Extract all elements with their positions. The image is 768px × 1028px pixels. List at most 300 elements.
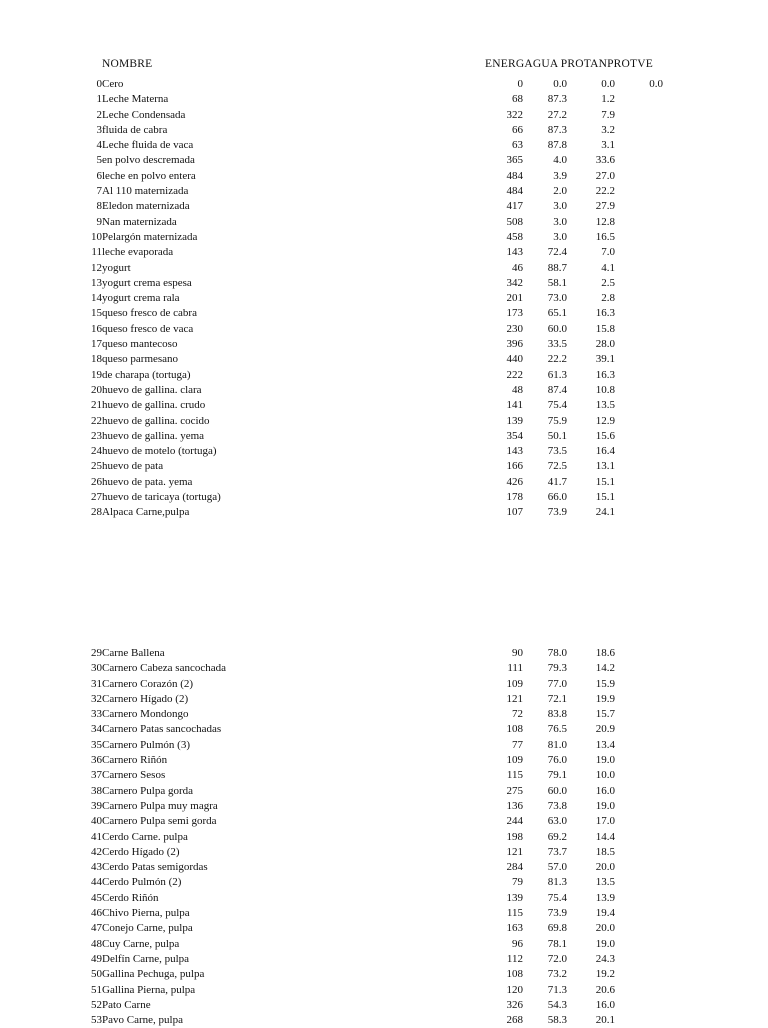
food-name: huevo de taricaya (tortuga) [102,491,221,504]
water-value: 83.8 [547,708,567,721]
row-number: 4 [96,139,102,152]
row-number: 14 [91,292,102,305]
protein-animal-value: 16.0 [595,784,615,797]
table-row [0,490,768,505]
water-value: 87.3 [547,123,567,136]
protein-animal-value: 16.3 [595,307,615,320]
protein-animal-value: 19.4 [595,907,615,920]
table-row [0,92,768,107]
energy-value: 115 [506,907,523,920]
table-row [0,875,768,890]
table-row [0,505,768,520]
table-row [0,306,768,321]
energy-value: 201 [506,292,523,305]
table-row [0,967,768,982]
protein-animal-value: 15.1 [595,475,615,488]
protein-animal-value: 19.2 [595,968,615,981]
row-number: 2 [96,108,102,121]
row-number: 23 [91,429,102,442]
water-value: 73.8 [547,799,567,812]
food-name: de charapa (tortuga) [102,368,191,381]
protein-animal-value: 2.8 [601,292,615,305]
water-value: 58.1 [547,276,567,289]
energy-value: 178 [506,491,523,504]
table-row [0,429,768,444]
table-row [0,814,768,829]
food-name: Delfín Carne, pulpa [102,952,190,965]
table-row [0,215,768,230]
protein-animal-value: 19.0 [595,799,615,812]
food-name: Pavo Carne, pulpa [102,1014,183,1027]
water-value: 72.1 [547,692,567,705]
water-value: 73.9 [547,907,567,920]
energy-value: 484 [506,185,523,198]
energy-value: 458 [506,230,523,243]
energy-value: 342 [506,276,523,289]
water-value: 73.5 [547,445,567,458]
food-name: Carnero Cabeza sancochada [102,662,226,675]
food-name: Carnero Pulpa gorda [102,784,194,797]
water-value: 75.4 [547,891,567,904]
water-value: 81.3 [547,876,567,889]
food-name: huevo de gallina. clara [102,383,202,396]
table-row [0,860,768,875]
protein-animal-value: 22.2 [595,185,615,198]
food-name: Cerdo Pulmón (2) [102,876,182,889]
food-name: Cerdo Patas semigordas [102,861,208,874]
table-row [0,108,768,123]
energy-value: 108 [506,968,523,981]
table-row [0,245,768,260]
water-value: 73.9 [547,506,567,519]
row-number: 18 [91,353,102,366]
row-number: 8 [96,200,102,213]
row-number: 26 [91,475,102,488]
row-number: 31 [91,677,102,690]
table-row [0,123,768,138]
row-number: 53 [91,1014,102,1027]
table-row [0,753,768,768]
water-value: 22.2 [547,353,567,366]
water-value: 61.3 [547,368,567,381]
water-value: 77.0 [547,677,567,690]
row-number: 24 [91,445,102,458]
water-value: 72.0 [547,952,567,965]
row-number: 28 [91,506,102,519]
row-number: 42 [91,845,102,858]
water-value: 50.1 [547,429,567,442]
water-value: 78.1 [547,937,567,950]
water-value: 3.0 [553,215,567,228]
table-row [0,322,768,337]
row-number: 20 [91,383,102,396]
food-name: Carnero Pulpa muy magra [102,799,218,812]
energy-value: 268 [506,1014,523,1027]
food-name: Carnero Riñón [102,754,168,767]
table-row [0,398,768,413]
protein-animal-value: 14.2 [595,662,615,675]
row-number: 45 [91,891,102,904]
row-number: 50 [91,968,102,981]
table-row [0,722,768,737]
energy-value: 426 [506,475,523,488]
food-name: Leche fluida de vaca [102,139,194,152]
row-number: 9 [96,215,102,228]
water-value: 81.0 [547,738,567,751]
protein-animal-value: 12.9 [595,414,615,427]
food-name: queso fresco de cabra [102,307,197,320]
energy-value: 111 [507,662,523,675]
protein-animal-value: 24.1 [595,506,615,519]
energy-value: 173 [506,307,523,320]
row-number: 10 [91,230,102,243]
row-number: 49 [91,952,102,965]
table-row [0,921,768,936]
table-row [0,184,768,199]
table-row [0,459,768,474]
energy-value: 365 [506,154,523,167]
row-number: 6 [96,169,102,182]
protein-animal-value: 33.6 [595,154,615,167]
energy-value: 121 [506,845,523,858]
protein-animal-value: 10.8 [595,383,615,396]
row-number: 16 [91,322,102,335]
protein-animal-value: 20.9 [595,723,615,736]
water-value: 88.7 [547,261,567,274]
food-name: huevo de pata [102,460,164,473]
energy-value: 139 [506,414,523,427]
table-row [0,692,768,707]
protein-animal-value: 19.0 [595,754,615,767]
water-value: 79.1 [547,769,567,782]
energy-value: 107 [506,506,523,519]
protein-animal-value: 7.0 [601,246,615,259]
energy-value: 166 [506,460,523,473]
food-name: Carnero Pulmón (3) [102,738,190,751]
row-number: 35 [91,738,102,751]
protein-animal-value: 13.9 [595,891,615,904]
energy-value: 508 [506,215,523,228]
protein-animal-value: 3.1 [601,139,615,152]
protein-animal-value: 27.0 [595,169,615,182]
energy-value: 139 [506,891,523,904]
table-row [0,784,768,799]
energy-value: 163 [506,922,523,935]
energy-value: 230 [506,322,523,335]
food-name: Carnero Mondongo [102,708,189,721]
table-row [0,414,768,429]
energy-value: 66 [512,123,523,136]
row-number: 46 [91,907,102,920]
energy-value: 72 [512,708,523,721]
protein-animal-value: 20.1 [595,1014,615,1027]
protein-animal-value: 16.3 [595,368,615,381]
energy-value: 354 [506,429,523,442]
food-name: Nan maternizada [102,215,177,228]
table-row [0,1013,768,1028]
food-name: huevo de gallina. cocido [102,414,210,427]
row-number: 19 [91,368,102,381]
row-number: 29 [91,647,102,659]
food-name: leche en polvo entera [102,169,196,182]
energy-value: 79 [512,876,523,889]
protein-animal-value: 2.5 [601,276,615,289]
energy-value: 141 [506,399,523,412]
energy-value: 109 [506,754,523,767]
food-name: Pato Carne [102,998,151,1011]
energy-value: 90 [512,647,523,659]
protein-animal-value: 19.0 [595,937,615,950]
water-value: 3.0 [553,230,567,243]
food-name: queso parmesano [102,353,179,366]
water-value: 73.7 [547,845,567,858]
water-value: 3.0 [553,200,567,213]
protein-animal-value: 15.8 [595,322,615,335]
protein-animal-value: 13.5 [595,876,615,889]
protein-animal-value: 12.8 [595,215,615,228]
row-number: 13 [91,276,102,289]
food-name: en polvo descremada [102,154,195,167]
protein-animal-value: 13.5 [595,399,615,412]
food-name: queso fresco de vaca [102,322,194,335]
water-value: 66.0 [547,491,567,504]
table-row [0,738,768,753]
row-number: 33 [91,708,102,721]
table-row [0,261,768,276]
protein-animal-value: 13.1 [595,460,615,473]
protein-animal-value: 17.0 [595,815,615,828]
energy-value: 275 [506,784,523,797]
energy-value: 326 [506,998,523,1011]
header-columns: ENERGAGUA PROTANPROTVE [485,58,653,70]
energy-value: 63 [512,139,523,152]
row-number: 34 [91,723,102,736]
water-value: 73.0 [547,292,567,305]
table-row [0,230,768,245]
protein-animal-value: 13.4 [595,738,615,751]
water-value: 76.5 [547,723,567,736]
protein-animal-value: 3.2 [601,123,615,136]
table-row [0,291,768,306]
energy-value: 396 [506,338,523,351]
protein-animal-value: 16.4 [595,445,615,458]
energy-value: 417 [506,200,523,213]
food-name: Cero [102,78,124,90]
row-number: 47 [91,922,102,935]
water-value: 75.4 [547,399,567,412]
protein-animal-value: 16.0 [595,998,615,1011]
energy-value: 112 [506,952,523,965]
row-number: 32 [91,692,102,705]
protein-animal-value: 20.0 [595,861,615,874]
food-name: Conejo Carne, pulpa [102,922,193,935]
food-name: huevo de gallina. crudo [102,399,206,412]
row-number: 15 [91,307,102,320]
water-value: 75.9 [547,414,567,427]
protein-animal-value: 16.5 [595,230,615,243]
water-value: 87.8 [547,139,567,152]
water-value: 72.5 [547,460,567,473]
food-name: Carnero Sesos [102,769,166,782]
water-value: 65.1 [547,307,567,320]
water-value: 76.0 [547,754,567,767]
protein-animal-value: 27.9 [595,200,615,213]
food-name: Pelargón maternizada [102,230,198,243]
energy-value: 284 [506,861,523,874]
row-number: 30 [91,662,102,675]
table-row [0,77,768,92]
water-value: 27.2 [547,108,567,121]
water-value: 63.0 [547,815,567,828]
energy-value: 46 [512,261,523,274]
table-row [0,352,768,367]
row-number: 25 [91,460,102,473]
food-name: huevo de pata. yema [102,475,193,488]
protein-animal-value: 28.0 [595,338,615,351]
food-name: Carnero Corazón (2) [102,677,194,690]
water-value: 3.9 [553,169,567,182]
food-name: Chivo Pierna, pulpa [102,907,190,920]
food-name: huevo de motelo (tortuga) [102,445,217,458]
protein-animal-value: 1.2 [601,93,615,106]
food-name: Cuy Carne, pulpa [102,937,180,950]
food-name: huevo de gallina. yema [102,429,205,442]
water-value: 73.2 [547,968,567,981]
food-name: leche evaporada [102,246,174,259]
energy-value: 96 [512,937,523,950]
header-nombre: NOMBRE [102,58,153,70]
water-value: 69.8 [547,922,567,935]
energy-value: 136 [506,799,523,812]
water-value: 72.4 [547,246,567,259]
energy-value: 108 [506,723,523,736]
table-row [0,906,768,921]
table-row [0,661,768,676]
food-table-block-1 [0,77,768,521]
water-value: 0.0 [553,78,567,90]
energy-value: 440 [506,353,523,366]
food-name: Cerdo Carne. pulpa [102,830,188,843]
table-row [0,998,768,1013]
table-row [0,444,768,459]
food-name: Carnero Hígado (2) [102,692,189,705]
energy-value: 115 [506,769,523,782]
row-number: 0 [96,78,102,90]
table-row [0,475,768,490]
protein-vegetable-value: 0.0 [649,78,663,90]
water-value: 60.0 [547,322,567,335]
table-row [0,199,768,214]
food-name: Al 110 maternizada [102,185,189,198]
water-value: 69.2 [547,830,567,843]
energy-value: 48 [512,383,523,396]
protein-animal-value: 19.9 [595,692,615,705]
water-value: 41.7 [547,475,567,488]
water-value: 60.0 [547,784,567,797]
table-row [0,799,768,814]
food-name: Carnero Patas sancochadas [102,723,222,736]
table-row [0,169,768,184]
row-number: 44 [91,876,102,889]
row-number: 5 [96,154,102,167]
table-row [0,383,768,398]
energy-value: 121 [506,692,523,705]
energy-value: 0 [517,78,523,90]
water-value: 58.3 [547,1014,567,1027]
water-value: 4.0 [553,154,567,167]
water-value: 87.4 [547,383,567,396]
food-name: Carnero Pulpa semi gorda [102,815,217,828]
row-number: 38 [91,784,102,797]
row-number: 21 [91,399,102,412]
table-row [0,153,768,168]
protein-animal-value: 24.3 [595,952,615,965]
food-name: yogurt crema rala [102,292,180,305]
water-value: 71.3 [547,983,567,996]
protein-animal-value: 39.1 [595,353,615,366]
food-name: Eledon maternizada [102,200,190,213]
food-name: Gallina Pechuga, pulpa [102,968,205,981]
row-number: 39 [91,799,102,812]
row-number: 17 [91,338,102,351]
protein-animal-value: 0.0 [601,78,615,90]
food-name: yogurt crema espesa [102,276,192,289]
table-row [0,677,768,692]
energy-value: 68 [512,93,523,106]
water-value: 78.0 [547,647,567,659]
food-name: Alpaca Carne,pulpa [102,506,190,519]
row-number: 3 [96,123,102,136]
energy-value: 222 [506,368,523,381]
row-number: 40 [91,815,102,828]
food-name: fluida de cabra [102,123,168,136]
protein-animal-value: 15.9 [595,677,615,690]
energy-value: 109 [506,677,523,690]
row-number: 27 [91,491,102,504]
energy-value: 120 [506,983,523,996]
row-number: 41 [91,830,102,843]
protein-animal-value: 18.6 [595,647,615,659]
water-value: 79.3 [547,662,567,675]
food-name: Carne Ballena [102,647,165,659]
protein-animal-value: 18.5 [595,845,615,858]
protein-animal-value: 10.0 [595,769,615,782]
table-row [0,983,768,998]
energy-value: 143 [506,246,523,259]
table-row [0,707,768,722]
row-number: 22 [91,414,102,427]
food-name: Leche Materna [102,93,169,106]
water-value: 57.0 [547,861,567,874]
food-name: Gallina Pierna, pulpa [102,983,196,996]
row-number: 12 [91,261,102,274]
table-row [0,646,768,661]
food-name: queso mantecoso [102,338,178,351]
energy-value: 77 [512,738,523,751]
food-name: Cerdo Riñón [102,891,159,904]
protein-animal-value: 7.9 [601,108,615,121]
row-number: 48 [91,937,102,950]
protein-animal-value: 20.6 [595,983,615,996]
table-row [0,337,768,352]
energy-value: 198 [506,830,523,843]
table-row [0,276,768,291]
row-number: 1 [96,93,102,106]
row-number: 36 [91,754,102,767]
food-table-block-2 [0,646,768,1028]
food-name: Leche Condensada [102,108,186,121]
energy-value: 244 [506,815,523,828]
